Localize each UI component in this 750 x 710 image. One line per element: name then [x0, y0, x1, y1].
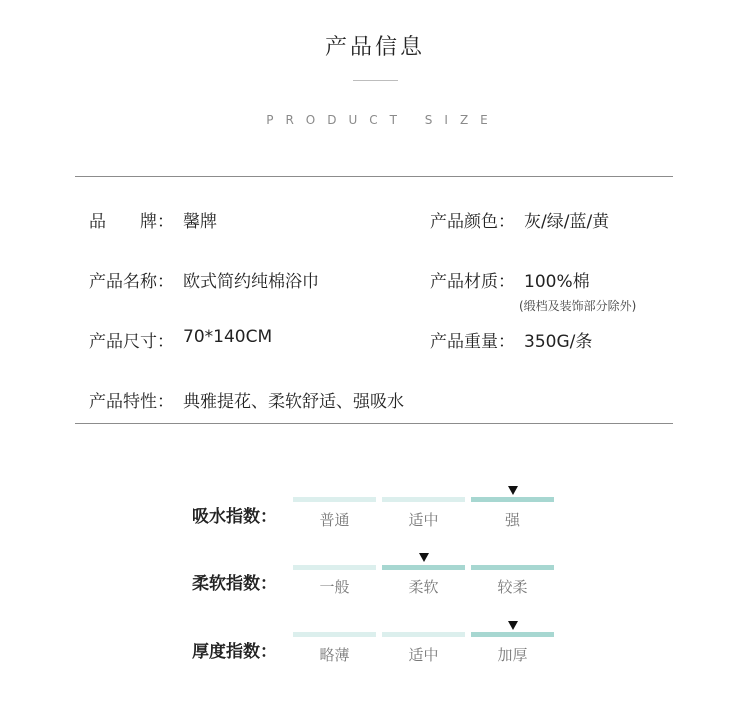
info-name-label: 产品名称：: [89, 272, 174, 292]
info-size-label: 产品尺寸：: [89, 332, 174, 352]
info-weight-value: 350G/条: [524, 332, 593, 352]
info-material-value: 100%棉: [524, 272, 590, 292]
index-bar: [293, 632, 376, 637]
index-option: 略薄: [319, 646, 350, 664]
index-option: 强: [504, 511, 520, 529]
info-features-value: 典雅提花、柔软舒适、强吸水: [183, 392, 404, 412]
index-bar: [471, 497, 554, 502]
index-option: 柔软: [408, 578, 439, 596]
index-option: 加厚: [497, 646, 528, 664]
info-material-note: (缎档及装饰部分除外): [519, 299, 637, 313]
index-bar: [382, 497, 465, 502]
info-name-value: 欧式简约纯棉浴巾: [183, 272, 319, 292]
index-marker: [508, 621, 518, 630]
title-underline: [353, 80, 398, 81]
index-bar: [471, 565, 554, 570]
info-brand-label: 品 牌：: [89, 212, 174, 232]
info-features-label: 产品特性：: [89, 392, 174, 412]
info-size-value: 70*140CM: [183, 327, 273, 347]
index-bar: [382, 565, 465, 570]
info-color-value: 灰/绿/蓝/黄: [524, 212, 610, 232]
page-title: 产品信息: [324, 35, 425, 60]
index-bar: [382, 632, 465, 637]
index-marker: [508, 486, 518, 495]
bottom-divider: [75, 423, 673, 424]
index-option: 适中: [408, 511, 439, 529]
index-label: 柔软指数：: [192, 574, 277, 594]
info-brand-value: 馨牌: [183, 212, 217, 232]
index-label: 吸水指数：: [192, 507, 277, 527]
index-bar: [293, 497, 376, 502]
page-subtitle: PRODUCT SIZE: [266, 113, 500, 127]
info-material-label: 产品材质：: [430, 272, 515, 292]
info-color-label: 产品颜色：: [430, 212, 515, 232]
index-bar: [471, 632, 554, 637]
index-marker: [419, 553, 429, 562]
index-option: 较柔: [497, 578, 528, 596]
index-label: 厚度指数：: [192, 642, 277, 662]
info-weight-label: 产品重量：: [430, 332, 515, 352]
index-option: 适中: [408, 646, 439, 664]
top-divider: [75, 176, 673, 177]
index-option: 一般: [319, 578, 350, 596]
index-bar: [293, 565, 376, 570]
index-option: 普通: [319, 511, 350, 529]
